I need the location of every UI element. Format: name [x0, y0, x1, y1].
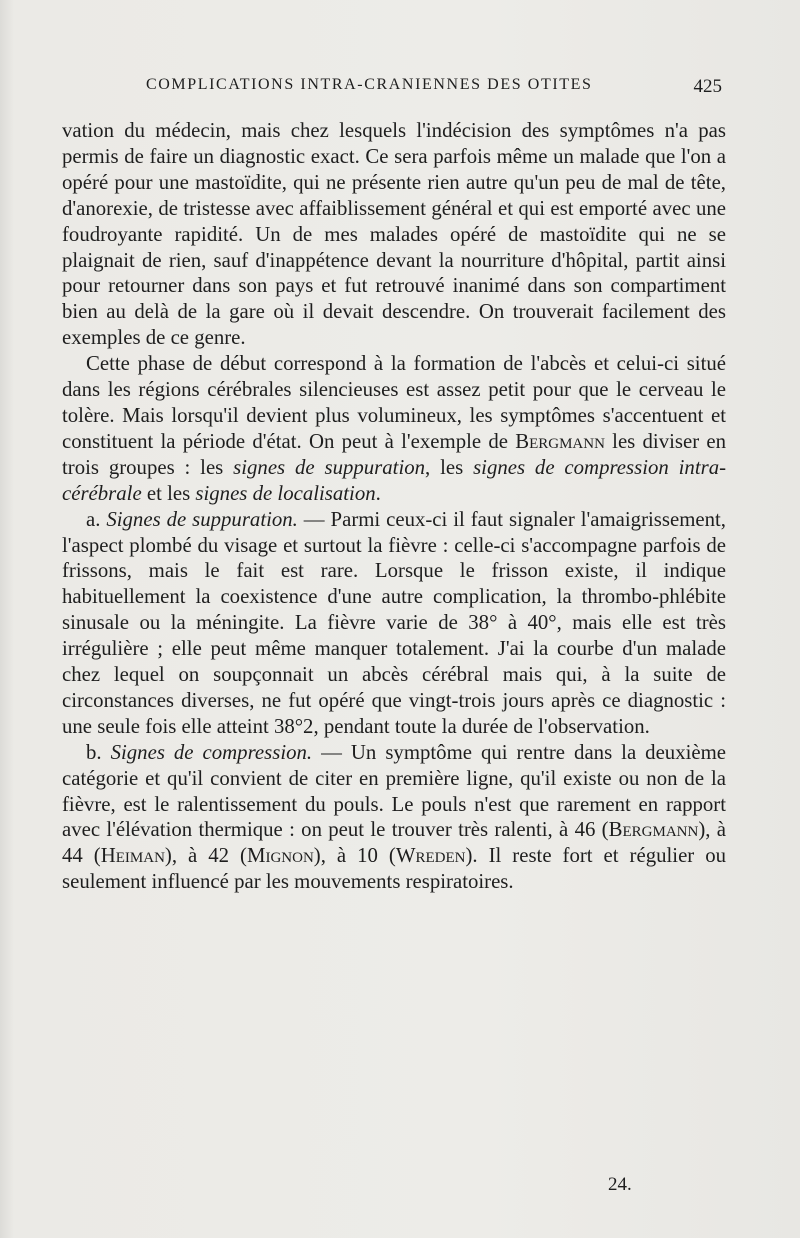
running-head: COMPLICATIONS INTRA-CRANIENNES DES OTITES: [146, 76, 593, 93]
author-name: Mignon: [246, 844, 314, 868]
author-name: Wreden: [395, 844, 466, 868]
section-heading: Signes de compression.: [110, 740, 313, 764]
paragraph-2-text: les diviser en trois groupes : les: [62, 429, 726, 479]
section-label: a.: [86, 507, 107, 531]
paragraph-3-text: — Parmi ceux-ci il faut signaler l'amaigrissement, l'aspect plombé du visage et surtout la fièvre : celle-ci s'accompagne parfois de frissons, mais le fait est rare. Lorsque le frisson existe, il indique habituellement la coexistence d'une autre complication, la thrombo-phlébite sinusale ou la méningite. La fièvre varie de 38° à 40°, mais elle est très irrégulière ; elle peut même manquer totalement. J'ai la courbe d'un malade chez lequel on soupçonnait un abcès cérébral mais qui, à la suite de circonstances diverses, ne fut opéré que vingt-trois jours après ce diagnostic : une seule fois elle atteint 38°2, pendant toute la durée de l'observation.: [62, 507, 726, 738]
paragraph-2-text: , les: [425, 455, 474, 479]
page-number: 425: [693, 76, 722, 97]
italic-term: signes de localisation: [195, 481, 376, 505]
paragraph-4: [62, 740, 726, 895]
author-name: Bergmann: [608, 818, 699, 842]
signature-mark: 24.: [608, 1174, 632, 1195]
paragraph-3: [62, 507, 726, 740]
paragraph-4-text: ). Il reste fort et régulier ou seulement influencé par les mouvements respiratoires.: [62, 844, 727, 894]
section-heading: Signes de suppuration.: [106, 507, 298, 531]
italic-term: signes de suppuration: [233, 455, 426, 479]
paragraph-4-text: ), à 10 (: [313, 844, 396, 868]
paragraph-4-text: ), à 42 (: [164, 844, 247, 868]
page-header: [62, 76, 722, 100]
paragraph-2-text: .: [375, 481, 381, 505]
author-name: Heiman: [100, 844, 165, 868]
paragraph-4-text: ), à 44 (: [62, 818, 726, 868]
paragraph-4-text: — Un symptôme qui rentre dans la deuxième catégorie et qu'il convient de citer en première ligne, qu'il existe ou non de la fièvre, est le ralentissement du pouls. Le pouls n'est que rarement en rapport avec l'élévation thermique : on peut le trouver très ralenti, à 46 (: [62, 740, 727, 842]
body-text: [62, 118, 726, 895]
italic-term: signes de compression intra-cérébrale: [62, 455, 727, 505]
author-name: Bergmann: [515, 429, 605, 453]
paragraph-2-text: Cette phase de début correspond à la formation de l'abcès et celui-ci situé dans les régions cérébrales silencieuses est assez petit pour que le cerveau le tolère. Mais lorsqu'il devient plus volumineux, les symptômes s'accentuent et constituent la période d'état. On peut à l'exemple de: [62, 352, 726, 453]
section-label: b.: [86, 740, 111, 764]
paragraph-2-text: et les: [141, 481, 196, 505]
paragraph-1: vation du médecin, mais chez lesquels l'indécision des symptômes n'a pas permis de faire un diagnostic exact. Ce sera parfois même un malade que l'on a opéré pour une mastoïdite, qui ne présente rien autre qu'un peu de mal de tête, d'anorexie, de tristesse avec affaiblissement général et qui est emporté avec une foudroyante rapidité. Un de mes malades opéré de mastoïdite qui ne se plaignait de rien, sauf d'inappétence devant la nourriture d'hôpital, partit ainsi pour retourner dans son pays et fut retrouvé inanimé dans son compartiment bien au delà de la gare où il devait descendre. On trouverait facilement des exemples de ce genre.: [62, 119, 726, 350]
paragraph-2: [62, 351, 726, 506]
